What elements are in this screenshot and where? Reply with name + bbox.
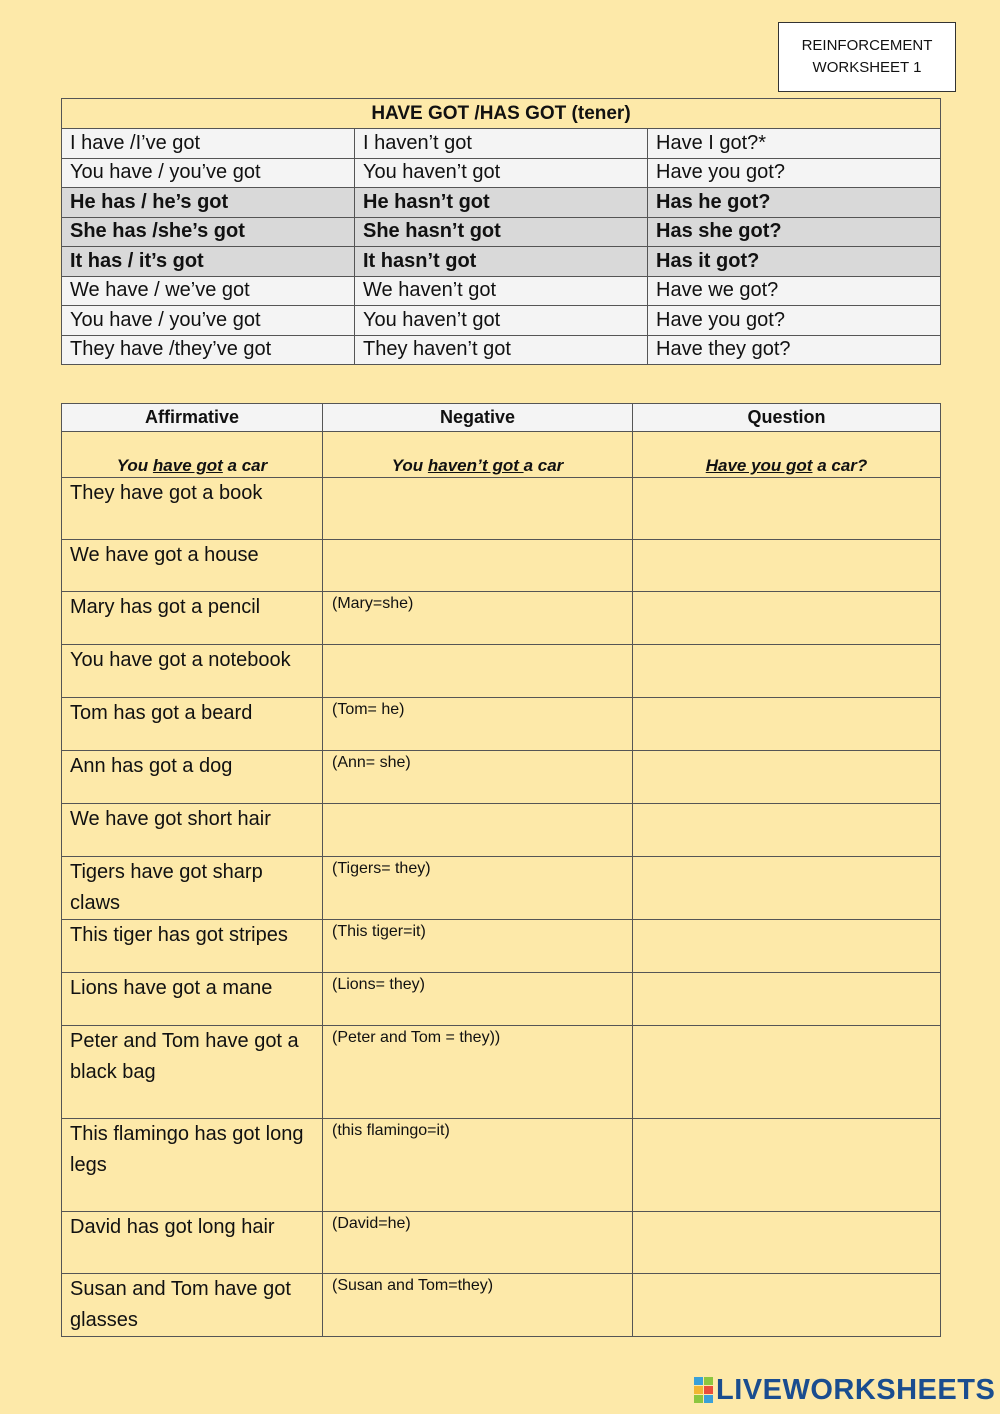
exercise-row: [62, 751, 941, 804]
conjugation-table: [61, 98, 941, 365]
header-affirmative: Affirmative: [62, 404, 323, 432]
conj-negative: You haven’t got: [355, 306, 648, 336]
conj-affirmative: I have /I’ve got: [62, 129, 355, 159]
liveworksheets-logo[interactable]: [694, 1375, 995, 1405]
conjugation-row: [62, 306, 941, 336]
question-answer-cell[interactable]: [633, 540, 941, 592]
exercise-sentence: Susan and Tom have got glasses: [62, 1274, 323, 1337]
question-answer-cell[interactable]: [633, 1212, 941, 1274]
exercise-row: [62, 804, 941, 857]
question-answer-cell[interactable]: [633, 1119, 941, 1212]
exercise-sentence: This tiger has got stripes: [62, 920, 323, 973]
conjugation-row: [62, 129, 941, 159]
conj-affirmative: She has /she’s got: [62, 217, 355, 247]
worksheet-label-line1: REINFORCEMENT: [801, 37, 933, 54]
exercise-sentence: Lions have got a mane: [62, 973, 323, 1026]
exercise-row: [62, 540, 941, 592]
exercise-row: [62, 645, 941, 698]
negative-answer-cell[interactable]: (Tom= he): [323, 698, 633, 751]
question-answer-cell[interactable]: [633, 1026, 941, 1119]
worksheet-label-line2: WORKSHEET 1: [812, 59, 922, 76]
exercise-sentence: Tigers have got sharp claws: [62, 857, 323, 920]
exercise-row: [62, 920, 941, 973]
conj-question: Has she got?: [648, 217, 941, 247]
conj-question: Have we got?: [648, 276, 941, 306]
question-answer-cell[interactable]: [633, 857, 941, 920]
exercise-row: [62, 973, 941, 1026]
exercise-sentence: Tom has got a beard: [62, 698, 323, 751]
header-negative: Negative: [323, 404, 633, 432]
example-question: Have you got a car?: [633, 432, 941, 478]
question-answer-cell[interactable]: [633, 592, 941, 645]
conj-affirmative: They have /they’ve got: [62, 335, 355, 365]
question-answer-cell[interactable]: [633, 804, 941, 857]
conjugation-row: [62, 247, 941, 277]
conjugation-row: [62, 276, 941, 306]
question-answer-cell[interactable]: [633, 973, 941, 1026]
negative-answer-cell[interactable]: (Susan and Tom=they): [323, 1274, 633, 1337]
conj-question: Have they got?: [648, 335, 941, 365]
conj-question: Have you got?: [648, 306, 941, 336]
conj-affirmative: We have / we’ve got: [62, 276, 355, 306]
conj-affirmative: It has / it’s got: [62, 247, 355, 277]
question-answer-cell[interactable]: [633, 478, 941, 540]
conjugation-title: HAVE GOT /HAS GOT (tener): [62, 99, 941, 129]
header-question: Question: [633, 404, 941, 432]
exercise-row: [62, 698, 941, 751]
exercise-table: [61, 403, 941, 1337]
exercise-sentence: Peter and Tom have got a black bag: [62, 1026, 323, 1119]
negative-answer-cell[interactable]: (Tigers= they): [323, 857, 633, 920]
negative-answer-cell[interactable]: (David=he): [323, 1212, 633, 1274]
negative-answer-cell[interactable]: (Peter and Tom = they)): [323, 1026, 633, 1119]
liveworksheets-logo-icon: [694, 1377, 713, 1403]
conj-question: Has he got?: [648, 188, 941, 218]
exercise-sentence: David has got long hair: [62, 1212, 323, 1274]
conj-negative: He hasn’t got: [355, 188, 648, 218]
exercise-sentence: Mary has got a pencil: [62, 592, 323, 645]
conj-affirmative: You have / you’ve got: [62, 306, 355, 336]
exercise-row: [62, 1274, 941, 1337]
conj-negative: They haven’t got: [355, 335, 648, 365]
exercise-sentence: This flamingo has got long legs: [62, 1119, 323, 1212]
conjugation-row: [62, 158, 941, 188]
exercise-sentence: We have got short hair: [62, 804, 323, 857]
conj-negative: I haven’t got: [355, 129, 648, 159]
question-answer-cell[interactable]: [633, 751, 941, 804]
exercise-sentence: Ann has got a dog: [62, 751, 323, 804]
conj-negative: It hasn’t got: [355, 247, 648, 277]
conj-affirmative: He has / he’s got: [62, 188, 355, 218]
negative-answer-cell[interactable]: [323, 645, 633, 698]
negative-answer-cell[interactable]: (This tiger=it): [323, 920, 633, 973]
negative-answer-cell[interactable]: [323, 540, 633, 592]
negative-answer-cell[interactable]: [323, 478, 633, 540]
conjugation-row: [62, 335, 941, 365]
example-row: [62, 432, 941, 478]
negative-answer-cell[interactable]: (Lions= they): [323, 973, 633, 1026]
conj-question: Has it got?: [648, 247, 941, 277]
worksheet-label: [778, 22, 956, 92]
exercise-row: [62, 478, 941, 540]
negative-answer-cell[interactable]: (Ann= she): [323, 751, 633, 804]
exercise-row: [62, 592, 941, 645]
question-answer-cell[interactable]: [633, 645, 941, 698]
negative-answer-cell[interactable]: (this flamingo=it): [323, 1119, 633, 1212]
exercise-sentence: We have got a house: [62, 540, 323, 592]
exercise-row: [62, 1026, 941, 1119]
question-answer-cell[interactable]: [633, 920, 941, 973]
conjugation-row: [62, 188, 941, 218]
exercise-row: [62, 1212, 941, 1274]
question-answer-cell[interactable]: [633, 698, 941, 751]
question-answer-cell[interactable]: [633, 1274, 941, 1337]
exercise-row: [62, 857, 941, 920]
negative-answer-cell[interactable]: (Mary=she): [323, 592, 633, 645]
negative-answer-cell[interactable]: [323, 804, 633, 857]
conjugation-row: [62, 217, 941, 247]
conj-negative: You haven’t got: [355, 158, 648, 188]
exercise-row: [62, 1119, 941, 1212]
liveworksheets-brand: LIVEWORKSHEETS: [716, 1374, 996, 1406]
example-negative: You haven’t got a car: [323, 432, 633, 478]
example-affirmative: You have got a car: [62, 432, 323, 478]
exercise-sentence: You have got a notebook: [62, 645, 323, 698]
conj-negative: She hasn’t got: [355, 217, 648, 247]
conj-question: Have you got?: [648, 158, 941, 188]
conj-question: Have I got?*: [648, 129, 941, 159]
exercise-sentence: They have got a book: [62, 478, 323, 540]
conj-negative: We haven’t got: [355, 276, 648, 306]
conj-affirmative: You have / you’ve got: [62, 158, 355, 188]
